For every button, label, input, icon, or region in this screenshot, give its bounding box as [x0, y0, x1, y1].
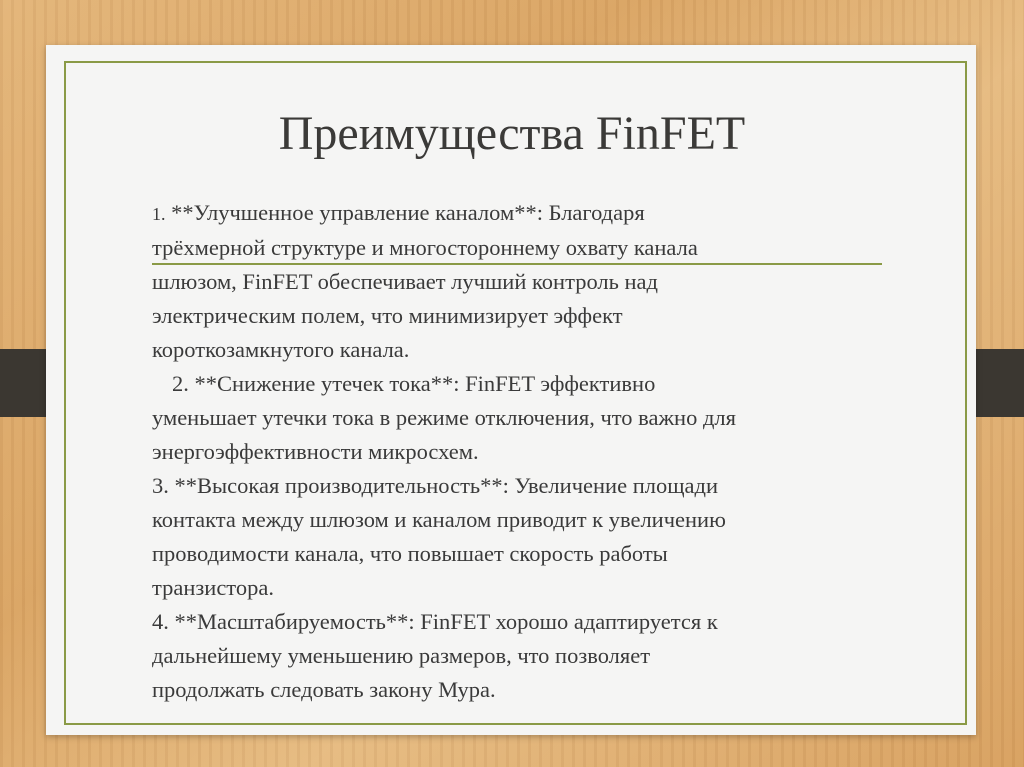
- point-4-line-2: дальнейшему уменьшению размеров, что позволяет: [152, 643, 651, 668]
- point-3-line-4: транзистора.: [152, 575, 274, 600]
- point-2-number: 2.: [172, 371, 189, 396]
- point-3-line-2: контакта между шлюзом и каналом приводит к увеличению: [152, 507, 726, 532]
- point-1-line-3: шлюзом, FinFET обеспечивает лучший контроль над: [152, 269, 658, 294]
- point-1-line-4: электрическим полем, что минимизирует эффект: [152, 303, 623, 328]
- point-1-number: 1.: [152, 204, 166, 224]
- left-dark-bar: [0, 349, 46, 417]
- point-2-line-2: уменьшает утечки тока в режиме отключения, что важно для: [152, 405, 736, 430]
- point-3-number: 3.: [152, 473, 169, 498]
- point-3-line-3: проводимости канала, что повышает скорость работы: [152, 541, 668, 566]
- point-2-first-line: [152, 367, 882, 401]
- point-3-lead: **Высокая производительность**: Увеличение площади: [174, 473, 719, 498]
- point-2-lead: **Снижение утечек тока**: FinFET эффективно: [194, 371, 656, 396]
- point-4-first-line: [152, 605, 882, 639]
- point-1-line-2: трёхмерной структуре и многостороннему охвату канала: [152, 235, 698, 260]
- point-2-line-3: энергоэффективности микросхем.: [152, 439, 479, 464]
- slide-body: [152, 196, 882, 707]
- point-1-lead: **Улучшенное управление каналом**: Благодаря: [171, 200, 645, 225]
- slide-title: Преимущества FinFET: [278, 107, 746, 160]
- point-4-line-3: продолжать следовать закону Мура.: [152, 677, 496, 702]
- point-1-line-5: короткозамкнутого канала.: [152, 337, 410, 362]
- point-4-lead: **Масштабируемость**: FinFET хорошо адаптируется к: [174, 609, 718, 634]
- point-4-number: 4.: [152, 609, 169, 634]
- point-3-first-line: [152, 469, 882, 503]
- point-1-first-line: [152, 196, 882, 231]
